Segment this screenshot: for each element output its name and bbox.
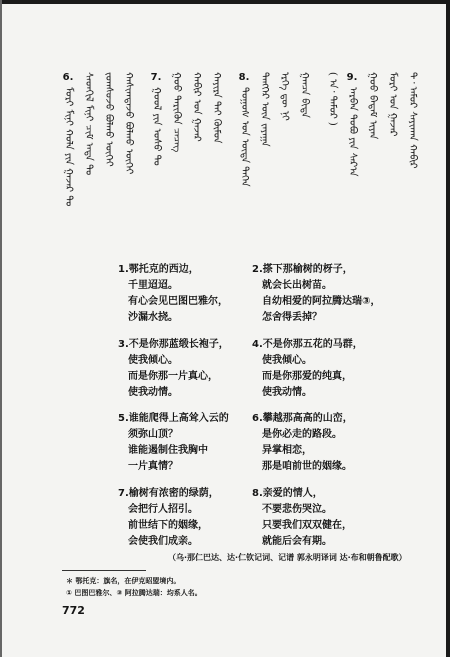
mongolian-column [210,72,222,230]
mongolian-column [238,72,250,230]
stanza-line: 那是咱前世的姻缘。 [262,461,352,472]
song-credit: （乌·那仁巴达、达·仁钦记词、记谱 郭永明译词 达·布和朝鲁配歌） [168,553,407,562]
stanza-line: 搽下那榆树的枒子， [262,264,353,275]
mongolian-column [298,72,310,230]
stanza-line: 千里迢迢。 [128,280,178,291]
stanza-line: 就会长出树苗。 [262,280,332,291]
mongolian-line: ᠠᠷᠪᠠᠨ ᠲᠣᠪᠣ ᠶᠢᠨ ᠰᠠᠷ᠎ᠠ [347,87,358,177]
stanza-8 [252,486,352,550]
mongolian-column [278,72,290,230]
mongolian-line: ᠰᠡᠳᠬᠢᠯ ᠮᠢᠨᠢ ᠴᠢᠮ ᠠᠳᠠ ᠲᠤ [83,72,94,176]
mongolian-sub-label: ( ᠠ᠂ ᠲᠡᠮᠦᠷ ) [327,72,338,126]
mongolian-line: ᠮᠣᠷᠢ ᠤᠨ ᠭᠠᠵᠠᠷ [387,72,398,137]
stanza-line: 自幼相爱的阿拉腾达瑞③， [262,296,381,307]
mongolian-line: ᠡᠷᠬᠡ ᠳᠦ ᠨᠢ [279,72,290,121]
stanza-number: 8. [252,488,263,499]
stanza-line: 不是你那五花的马群， [262,339,363,350]
scan-border-right [446,0,450,657]
stanza-line: 榆树有浓密的绿荫， [128,488,219,499]
stanza-4 [252,337,363,401]
mongolian-line: ᠭᠣᠣ ᠲᠡᠷᠢᠭᠦᠨ ᠴᠡᠴᠡᠭ [171,72,182,153]
stanza-line: 使我倾心。 [262,355,312,366]
footnote-divider [62,570,146,571]
mongolian-line: ᠬᠠᠰᠢᠭᠳᠠᠵᠤ ᠪᠣᠯᠬᠤ ᠦᠭᠡᠢ [123,72,134,175]
mongolian-line: ᠭᠣᠣ ᠪᠠᠳᠠᠮ ᠢᠶᠠᠨ [367,72,378,140]
mongolian-column [122,72,134,230]
stanza-line: 异掌相恋， [262,445,312,456]
stanza-line: 攀越那高高的山峦， [262,413,353,424]
stanza-number: 4. [252,339,263,350]
column-number: 9. [346,72,358,83]
mongolian-line: ᠵᠣᠭᠰᠣᠵᠤ ᠪᠣᠯᠬᠤ ᠦᠭᠡᠢ [103,72,114,167]
mongolian-line: ᠭᠠᠨᠴᠠ ᠪᠢᠳᠡ [299,72,310,118]
stanza-6 [252,411,353,475]
stanza-5 [118,411,229,475]
stanza-line: 会使我们成亲。 [128,536,198,547]
column-number: 7. [150,72,162,83]
mongolian-line: ᠮᠣᠷᠢ ᠮᠢᠨᠢ ᠬᠣᠯᠠ ᠶᠢᠨ ᠭᠠᠵᠠᠷ ᠲᠤ [63,87,74,207]
stanza-number: 7. [118,488,129,499]
stanza-line: 沙漏水挠。 [128,312,178,323]
mongolian-column [406,72,418,230]
stanza-line: 谁能爬得上高耸入云的 [128,413,229,424]
stanza-number: 1. [118,264,129,275]
stanza-number: 5. [118,413,129,424]
mongolian-column [190,72,202,230]
mongolian-column [258,72,270,230]
mongolian-text-block [62,72,418,230]
footnote: ① 巴图巴雅尔、③ 阿拉腾达瑞：均系人名。 [66,589,202,597]
stanza-line: 有心会见巴图巴雅尔， [128,296,228,307]
stanza-number: 3. [118,339,129,350]
stanza-line: 是你必走的路段。 [262,429,342,440]
stanza-7 [118,486,219,550]
stanza-line: 一片真情？ [128,461,178,472]
mongolian-line: ᠲ᠂ ᠠᠮᠤᠷ ᠰᠠᠶᠢᠬᠠᠨ ᠬᠠᠪᠢᠷ [407,72,418,169]
stanza-line: 而是你那一片真心， [128,371,218,382]
scan-border-left [0,0,2,657]
stanza-line: 鄂托克的西边， [128,264,199,275]
stanza-line: 使我倾心。 [128,355,178,366]
stanza-number: 2. [252,264,263,275]
mongolian-column [346,72,358,230]
mongolian-column [170,72,182,230]
stanza-line: 而是你那爱的纯真， [262,371,352,382]
stanza-line: 前世结下的姻缘， [128,520,208,531]
mongolian-line: ᠭᠣᠣᠯ ᠶᠢᠨ ᠤᠰᠤ ᠲᠤ [151,87,162,166]
mongolian-column [326,72,338,230]
stanza-line: 须弥山顶？ [128,429,178,440]
mongolian-line: ᠬᠠᠪᠢᠷ ᠤᠨ ᠭᠠᠵᠠᠷ [191,72,202,142]
mongolian-column [82,72,94,230]
stanza-line: 不要悲伤哭泣。 [262,504,332,515]
footnote: ＊ 鄂托克：旗名，在伊克昭盟境内。 [66,577,181,585]
stanza-line: 就能后会有期。 [262,536,332,547]
mongolian-column [150,72,162,230]
stanza-line: 使我动情。 [262,387,312,398]
mongolian-line: ᠲᠡᠩᠭᠡᠷ ᠦᠨ ᠵᠠᠶᠠᠭᠠ [259,72,270,147]
stanza-line: 使我动情。 [128,387,178,398]
page-number: 772 [62,604,85,617]
mongolian-line: ᠬᠠᠶᠢᠷᠠ ᠲᠠᠢ ᠬᠦᠮᠦᠨ [211,72,222,144]
stanza-line: 亲爱的情人， [262,488,323,499]
stanza-line: 只要我们双双健在， [262,520,352,531]
column-number: 6. [62,72,74,83]
stanza-3 [118,337,229,401]
stanza-line: 会把行人招引。 [128,504,198,515]
mongolian-column [62,72,74,230]
column-number: 8. [238,72,250,83]
mongolian-column [366,72,378,230]
mongolian-column [386,72,398,230]
stanza-line: 谁能遏制住我胸中 [128,445,208,456]
stanza-line: 不是你那蓝缎长袍子， [128,339,229,350]
stanza-line: 怎舍得丢掉？ [262,312,322,323]
mongolian-column [102,72,114,230]
scan-border-top [0,0,450,4]
mongolian-line: ᠲᠣᠭᠣᠰ ᠤᠨ ᠦᠳᠡ ᠲᠡᠭᠡᠨ [239,87,250,187]
stanza-1 [118,262,228,326]
stanza-2 [252,262,380,326]
stanza-number: 6. [252,413,263,424]
